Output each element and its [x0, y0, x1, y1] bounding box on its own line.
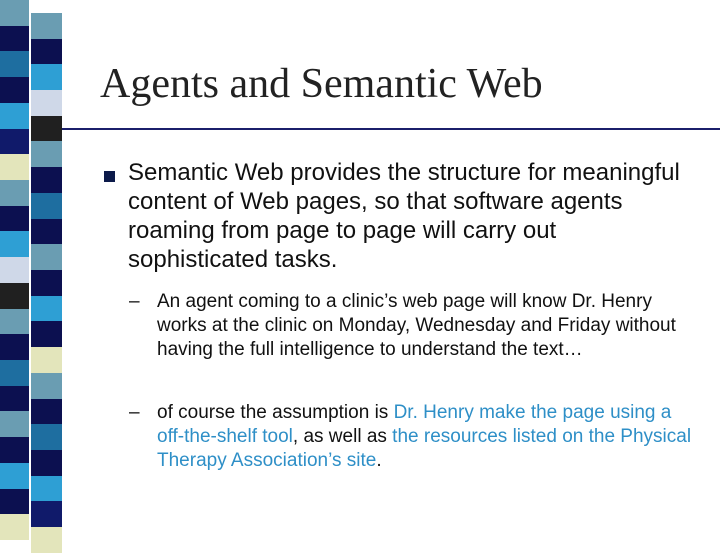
stripe-block [0, 51, 29, 77]
slide-title: Agents and Semantic Web [100, 61, 543, 107]
stripe-block [31, 167, 62, 193]
highlighted-phrase-tool: Dr. Henry make the page using a off-the-shelf tool [157, 402, 672, 447]
stripe-block [0, 26, 29, 52]
stripe-block [0, 180, 29, 206]
stripe-block [0, 411, 29, 437]
stripe-block [0, 231, 29, 257]
sub-bullet-dash: – [129, 402, 140, 423]
sub-bullet-2-part: , as well as [292, 426, 393, 447]
stripe-block [0, 309, 29, 335]
stripe-block [31, 527, 62, 553]
stripe-block [31, 373, 62, 399]
stripe-block [0, 77, 29, 103]
highlighted-phrase-resources: the resources listed on the Physical Therapy Association’s site [157, 426, 692, 471]
title-underline-rule [62, 128, 720, 130]
stripe-block [0, 0, 29, 26]
stripe-block [31, 90, 62, 116]
sub-bullet-dash: – [129, 291, 140, 312]
stripe-block [31, 501, 62, 527]
sub-bullet-2-part: of course the assumption is [157, 402, 394, 423]
main-bullet-text: Semantic Web provides the structure for meaningful content of Web pages, so that software agents roaming from page to page will carry out sophisticated tasks. [128, 159, 680, 273]
stripe-block [0, 129, 29, 155]
stripe-block [31, 296, 62, 322]
stripe-block [0, 154, 29, 180]
stripe-block [0, 437, 29, 463]
bullet-square-icon [104, 171, 115, 182]
sub-bullet-1-text: An agent coming to a clinic’s web page will know Dr. Henry works at the clinic on Monday, Wednesday and Friday without having the full intelligence to understand the text… [157, 291, 676, 360]
sub-bullet-2-part: . [376, 450, 382, 471]
stripe-block [31, 219, 62, 245]
stripe-block [31, 141, 62, 167]
stripe-block [0, 386, 29, 412]
stripe-block [0, 360, 29, 386]
stripe-block [0, 463, 29, 489]
decorative-stripe-bar [0, 0, 62, 540]
stripe-block [31, 399, 62, 425]
stripe-block [31, 476, 62, 502]
stripe-block [31, 64, 62, 90]
stripe-block [0, 206, 29, 232]
stripe-block [0, 334, 29, 360]
stripe-block [0, 103, 29, 129]
stripe-block [31, 270, 62, 296]
stripe-block [0, 514, 29, 540]
stripe-block [0, 257, 29, 283]
stripe-block [0, 489, 29, 515]
sub-bullet-2-text [157, 401, 702, 473]
stripe-block [31, 321, 62, 347]
stripe-block [31, 116, 62, 142]
stripe-block [31, 13, 62, 39]
stripe-block [31, 39, 62, 65]
stripe-block [31, 450, 62, 476]
stripe-block [31, 424, 62, 450]
stripe-block [31, 244, 62, 270]
stripe-block [31, 193, 62, 219]
stripe-block [0, 283, 29, 309]
stripe-block [31, 347, 62, 373]
